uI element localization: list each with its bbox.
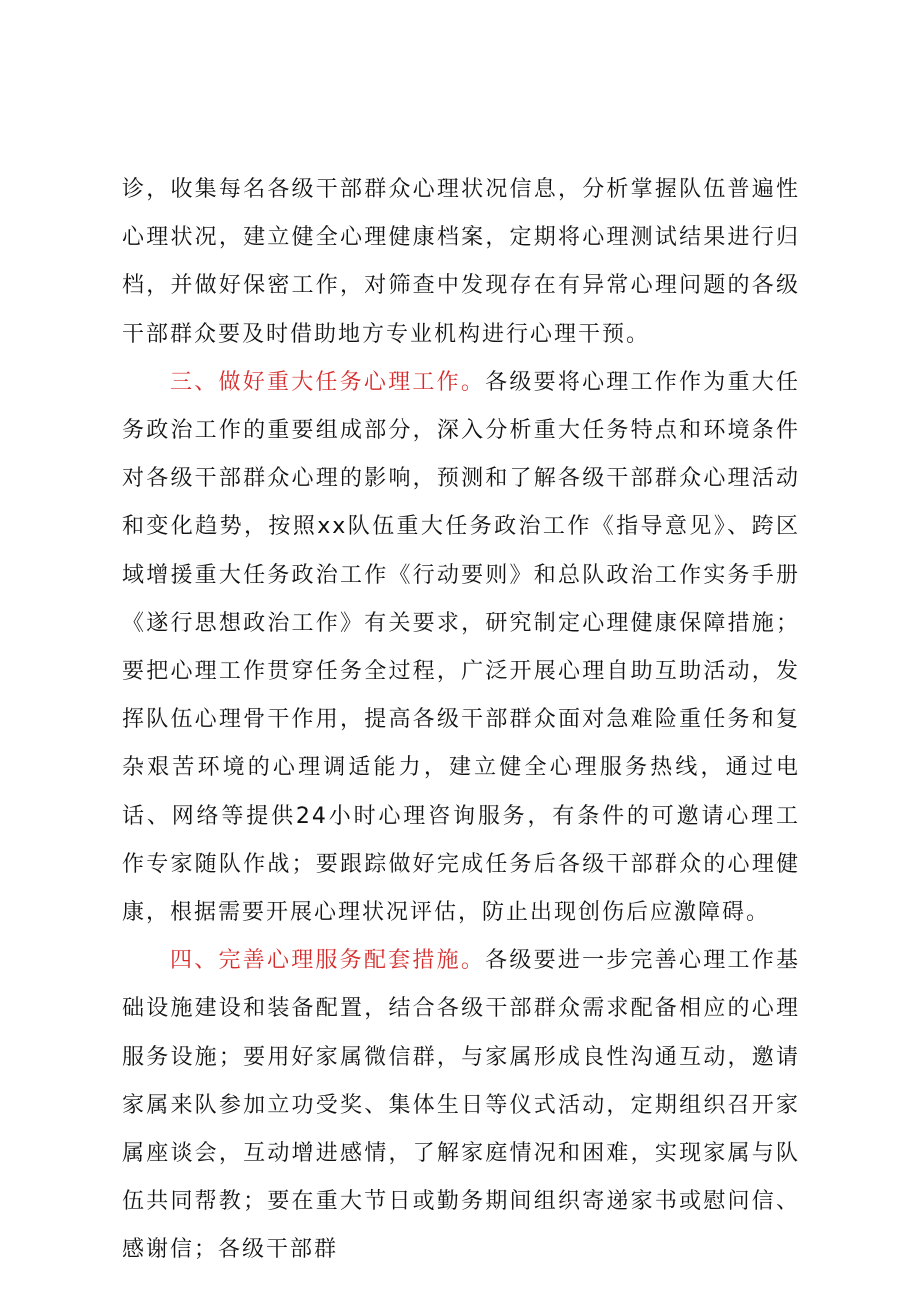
paragraph-continuation: [122, 166, 800, 359]
section-heading-four: 四、完善心理服务配套措施。: [170, 948, 486, 974]
paragraph-text: 各级要将心理工作作为重大任务政治工作的重要组成部分，深入分析重大任务特点和环境条件对各级干部群众心理的影响，预测和了解各级干部群众心理活动和变化趋势，按照xx队伍重大任务政治工作《指导意见》、跨区域增援重大任务政治工作《行动要则》和总队政治工作实务手册《遂行思想政治工作》有关要求，研究制定心理健康保障措施；要把心理工作贯穿任务全过程，广泛开展心理自助互助活动，发挥队伍心理骨干作用，提高各级干部群众面对急难险重任务和复杂艰苦环境的心理调适能力，建立健全心理服务热线，通过电话、网络等提供24小时心理咨询服务，有条件的可邀请心理工作专家随队作战；要跟踪做好完成任务后各级干部群众的心理健康，根据需要开展心理状况评估，防止出现创伤后应激障碍。: [122, 369, 800, 926]
document-body: [122, 166, 800, 1275]
section-heading-three: 三、做好重大任务心理工作。: [170, 369, 486, 395]
paragraph-text: 各级要进一步完善心理工作基础设施建设和装备配置，结合各级干部群众需求配备相应的心理服务设施；要用好家属微信群，与家属形成良性沟通互动，邀请家属来队参加立功受奖、集体生日等仪式活动，定期组织召开家属座谈会，互动增进感情，了解家庭情况和困难，实现家属与队伍共同帮教；要在重大节日或勤务期间组织寄递家书或慰问信、感谢信；各级干部群: [122, 948, 800, 1263]
paragraph-section-three: [122, 359, 800, 937]
paragraph-section-four: [122, 937, 800, 1274]
paragraph-text: 诊，收集每名各级干部群众心理状况信息，分析掌握队伍普遍性心理状况，建立健全心理健康档案，定期将心理测试结果进行归档，并做好保密工作，对筛查中发现存在有异常心理问题的各级干部群众要及时借助地方专业机构进行心理干预。: [122, 177, 800, 347]
